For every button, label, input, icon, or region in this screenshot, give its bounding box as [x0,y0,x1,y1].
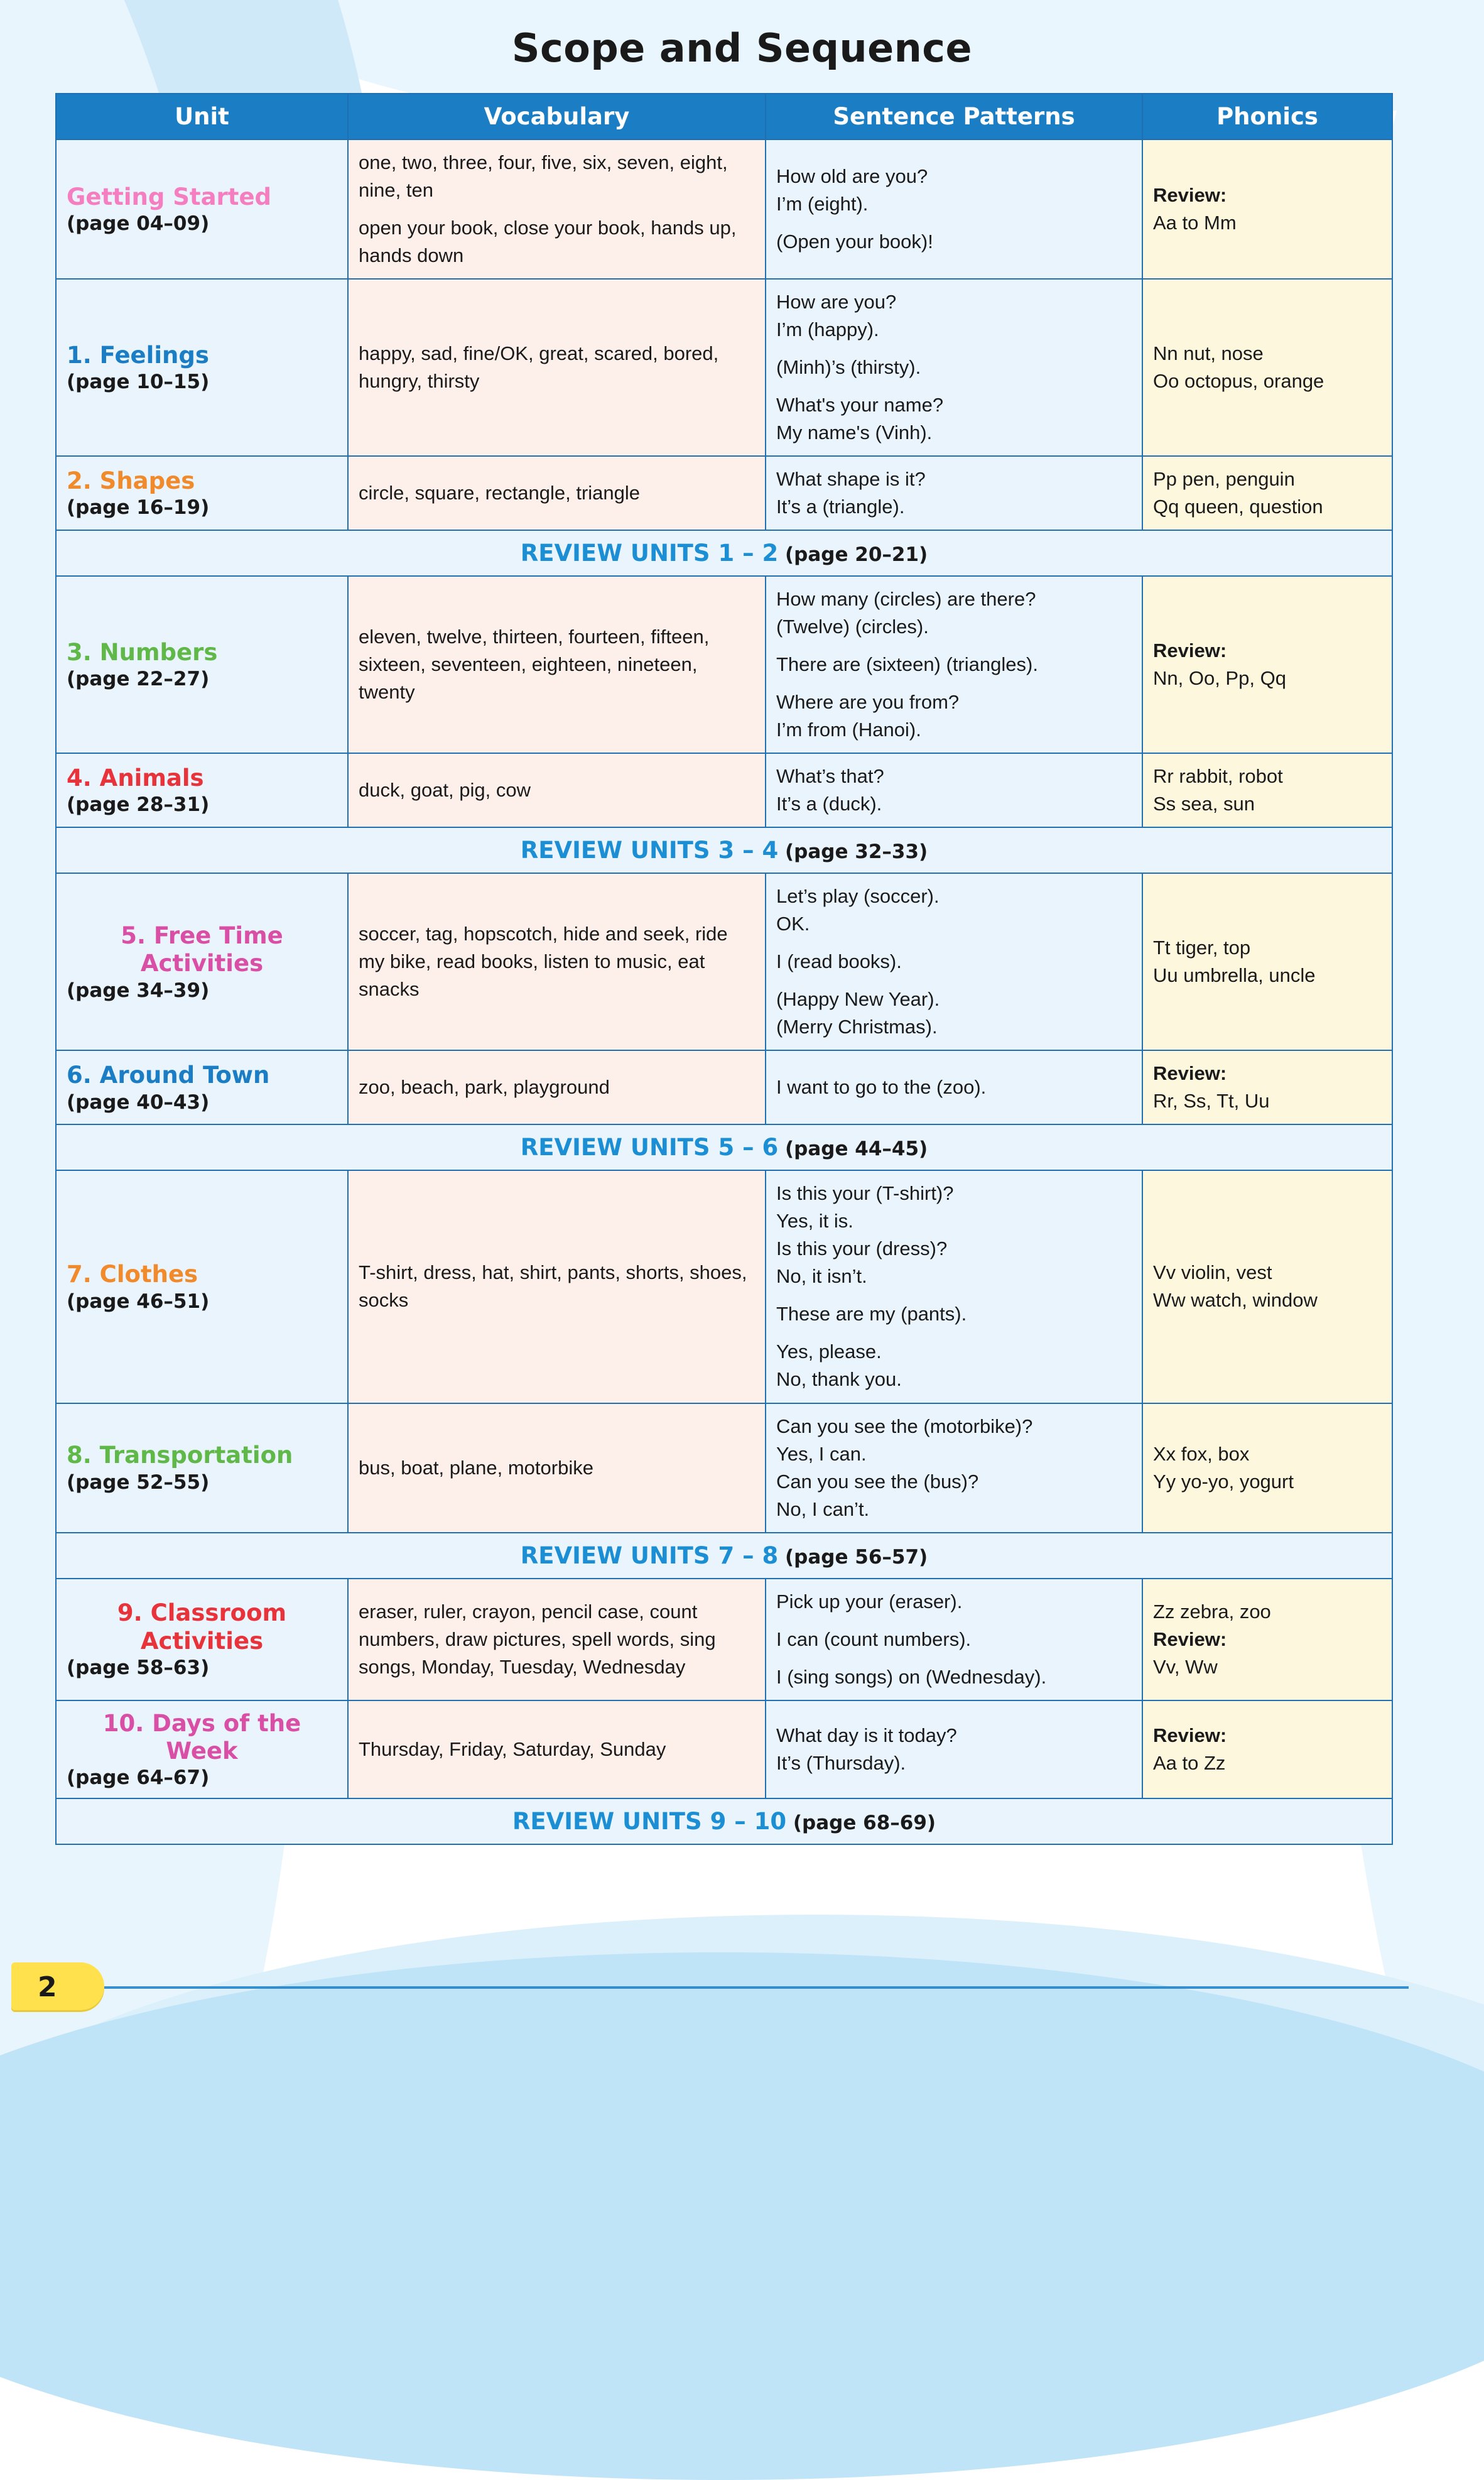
review-pages: (page 56–57) [778,1545,928,1569]
unit-cell [56,456,348,530]
vocabulary-text: soccer, tag, hopscotch, hide and seek, ride my bike, read books, listen to music, eat snacks [359,923,728,1001]
review-cell [56,827,1392,873]
page-title: Scope and Sequence [511,25,973,71]
sentence-group-1: How are you? I’m (happy). [776,291,897,341]
sentence-group-3: Where are you from? I’m from (Hanoi). [776,691,960,741]
unit-name: Getting Started [67,183,272,210]
phonics-review-label: Review: [1153,1724,1227,1746]
phonics-cell [1142,1579,1392,1700]
review-label: REVIEW UNITS 7 – 8 [520,1542,779,1569]
vocabulary-cell [348,873,766,1050]
unit-pages: (page 10–15) [67,371,210,394]
unit-cell [56,279,348,456]
phonics-review-label: Review: [1153,184,1227,207]
unit-cell [56,1700,348,1799]
spacer [776,381,1132,391]
sentence-group-3: (Happy New Year). (Merry Christmas). [776,988,940,1038]
sentence-group-3: What's your name? My name's (Vinh). [776,394,944,444]
phonics-text: Pp pen, penguin Qq queen, question [1153,468,1323,518]
review-cell [56,530,1392,576]
unit-pages: (page 46–51) [67,1290,210,1313]
vocabulary-text: eraser, ruler, crayon, pencil case, count numbers, draw pictures, spell words, sing songs, Monday, Tuesday, Wednesday [359,1600,716,1678]
review-row [56,1124,1392,1170]
sentence-group-1: Is this your (T-shirt)? Yes, it is. Is this your (dress)? No, it isn’t. [776,1182,954,1288]
phonics-cell [1142,873,1392,1050]
review-row [56,1533,1392,1579]
sentence-group-1: Can you see the (motorbike)? Yes, I can. Can you see the (bus)? No, I can’t. [776,1415,1033,1520]
unit-cell [56,873,348,1050]
phonics-review-label: Review: [1153,1062,1227,1085]
sentence-group-2: I (read books). [776,950,902,973]
sentence-group-2: (Minh)’s (thirsty). [776,356,921,379]
review-label: REVIEW UNITS 9 – 10 [512,1808,787,1836]
scope-and-sequence-table [55,93,1393,1845]
column-header-unit: Unit [56,94,348,139]
vocabulary-text: one, two, three, four, five, six, seven, eight, nine, ten [359,151,728,202]
vocabulary-text: happy, sad, fine/OK, great, scared, bored, hungry, thirsty [359,342,719,393]
phonics-cell [1142,279,1392,456]
table-header-row [56,94,1392,139]
table-row [56,1700,1392,1799]
table-row [56,1170,1392,1403]
review-row [56,827,1392,873]
review-pages: (page 32–33) [778,840,928,864]
sentence-patterns-cell [766,456,1142,530]
review-label: REVIEW UNITS 5 – 6 [520,1134,779,1161]
spacer [776,218,1132,228]
phonics-text: Xx fox, box Yy yo-yo, yogurt [1153,1442,1294,1493]
table-row [56,576,1392,753]
phonics-review-label: Review: [1153,1628,1227,1650]
unit-pages: (page 22–27) [67,668,210,691]
sentence-group-1: Let’s play (soccer). OK. [776,885,940,935]
sentence-group-2: These are my (pants). [776,1303,967,1325]
spacer [776,1328,1132,1338]
review-cell [56,1798,1392,1844]
vocabulary-text: duck, goat, pig, cow [359,779,531,802]
vocabulary-text: eleven, twelve, thirteen, fourteen, fifteen, sixteen, seventeen, eighteen, nineteen, twenty [359,626,710,704]
vocabulary-text: T-shirt, dress, hat, shirt, pants, shorts, shoes, socks [359,1261,747,1312]
table-row [56,279,1392,456]
vocabulary-cell [348,1403,766,1533]
phonics-cell [1142,1050,1392,1124]
unit-pages: (page 52–55) [67,1471,210,1494]
unit-name: 2. Shapes [67,467,195,494]
phonics-review-label: Review: [1153,639,1227,662]
vocabulary-text-2: open your book, close your book, hands up, hands down [359,217,737,267]
sentence-group-2: (Open your book)! [776,231,933,253]
unit-name: 4. Animals [67,764,204,792]
bottom-rule [94,1986,1409,1989]
review-pages: (page 20–21) [778,543,928,567]
unit-cell [56,1403,348,1533]
phonics-cell [1142,1403,1392,1533]
spacer [776,678,1132,688]
sentence-group-2: I can (count numbers). [776,1628,972,1650]
vocabulary-text: zoo, beach, park, playground [359,1076,610,1099]
sentence-group-2: There are (sixteen) (triangles). [776,653,1038,676]
page-number: 2 [38,1971,57,2003]
sentence-group-1: Pick up your (eraser). [776,1590,963,1613]
vocabulary-cell [348,753,766,827]
vocabulary-text: bus, boat, plane, motorbike [359,1456,593,1479]
sentence-patterns-cell [766,1050,1142,1124]
phonics-text: Tt tiger, top Uu umbrella, uncle [1153,937,1316,987]
vocabulary-cell [348,456,766,530]
unit-pages: (page 16–19) [67,496,210,519]
sentence-group-1: How many (circles) are there? (Twelve) (circles). [776,588,1036,638]
unit-name: 3. Numbers [67,639,218,666]
table-row [56,873,1392,1050]
sentence-patterns-cell [766,1403,1142,1533]
review-cell [56,1533,1392,1579]
unit-name: 9. Classroom Activities [117,1599,287,1655]
vocabulary-cell [348,1700,766,1799]
spacer [776,976,1132,986]
sentence-patterns-cell [766,1700,1142,1799]
unit-cell [56,139,348,279]
review-cell [56,1124,1392,1170]
vocabulary-cell [348,279,766,456]
table-body [56,139,1392,1844]
phonics-text: Nn, Oo, Pp, Qq [1153,667,1286,690]
review-label: REVIEW UNITS 3 – 4 [520,837,779,864]
review-row [56,530,1392,576]
phonics-cell [1142,1170,1392,1403]
phonics-cell [1142,576,1392,753]
unit-cell [56,1170,348,1403]
table-row [56,1403,1392,1533]
vocabulary-cell [348,1579,766,1700]
review-pages: (page 44–45) [778,1138,928,1161]
unit-pages: (page 28–31) [67,793,210,817]
sentence-group-3: I (sing songs) on (Wednesday). [776,1665,1047,1688]
unit-name: 1. Feelings [67,341,209,369]
column-header-sentence-patterns: Sentence Patterns [766,94,1142,139]
table-row [56,1050,1392,1124]
unit-name: 6. Around Town [67,1062,270,1089]
unit-cell [56,1050,348,1124]
sentence-group-3: Yes, please. No, thank you. [776,1341,902,1391]
spacer [776,938,1132,948]
review-pages: (page 68–69) [786,1812,936,1835]
unit-name: 7. Clothes [67,1261,198,1288]
phonics-text: Nn nut, nose Oo octopus, orange [1153,342,1324,393]
phonics-text: Aa to Zz [1153,1752,1226,1774]
sentence-group-1: What shape is it? It’s a (triangle). [776,468,926,518]
spacer [359,204,755,214]
phonics-cell [1142,753,1392,827]
spacer [776,1290,1132,1300]
spacer [776,1616,1132,1626]
phonics-cell [1142,1700,1392,1799]
phonics-cell [1142,456,1392,530]
sentence-patterns-cell [766,279,1142,456]
unit-name: 5. Free Time Activities [121,922,283,977]
table-row [56,456,1392,530]
phonics-text: Vv, Ww [1153,1655,1218,1678]
unit-cell [56,576,348,753]
column-header-phonics: Phonics [1142,94,1392,139]
phonics-text: Vv violin, vest Ww watch, window [1153,1261,1318,1312]
phonics-text: Rr, Ss, Tt, Uu [1153,1090,1270,1112]
sentence-patterns-cell [766,1170,1142,1403]
unit-pages: (page 64–67) [67,1766,210,1790]
unit-name: 10. Days of the Week [102,1709,301,1765]
unit-pages: (page 04–09) [67,212,210,236]
phonics-pre: Zz zebra, zoo [1153,1600,1271,1623]
phonics-text: Rr rabbit, robot Ss sea, sun [1153,765,1283,815]
phonics-text: Aa to Mm [1153,212,1237,234]
table-row [56,753,1392,827]
vocabulary-cell [348,139,766,279]
sentence-group-1: What day is it today? It’s (Thursday). [776,1724,957,1774]
page-number-tab [11,1962,104,2010]
unit-pages: (page 40–43) [67,1090,210,1114]
unit-cell [56,753,348,827]
unit-pages: (page 34–39) [67,979,210,1002]
review-row [56,1798,1392,1844]
sentence-group-1: How old are you? I’m (eight). [776,165,928,215]
sentence-patterns-cell [766,139,1142,279]
column-header-vocabulary: Vocabulary [348,94,766,139]
vocabulary-cell [348,1050,766,1124]
vocabulary-text: circle, square, rectangle, triangle [359,482,641,504]
sentence-patterns-cell [766,576,1142,753]
sentence-group-1: What’s that? It’s a (duck). [776,765,884,815]
sentence-patterns-cell [766,873,1142,1050]
spacer [776,344,1132,354]
spacer [776,641,1132,651]
spacer [776,1653,1132,1663]
unit-cell [56,1579,348,1700]
unit-pages: (page 58–63) [67,1656,210,1679]
phonics-cell [1142,139,1392,279]
sentence-group-1: I want to go to the (zoo). [776,1076,987,1099]
sentence-patterns-cell [766,1579,1142,1700]
sentence-patterns-cell [766,753,1142,827]
table-row [56,1579,1392,1700]
vocabulary-cell [348,576,766,753]
unit-name: 8. Transportation [67,1442,293,1469]
vocabulary-cell [348,1170,766,1403]
review-label: REVIEW UNITS 1 – 2 [520,540,779,567]
table-row [56,139,1392,279]
vocabulary-text: Thursday, Friday, Saturday, Sunday [359,1738,666,1760]
